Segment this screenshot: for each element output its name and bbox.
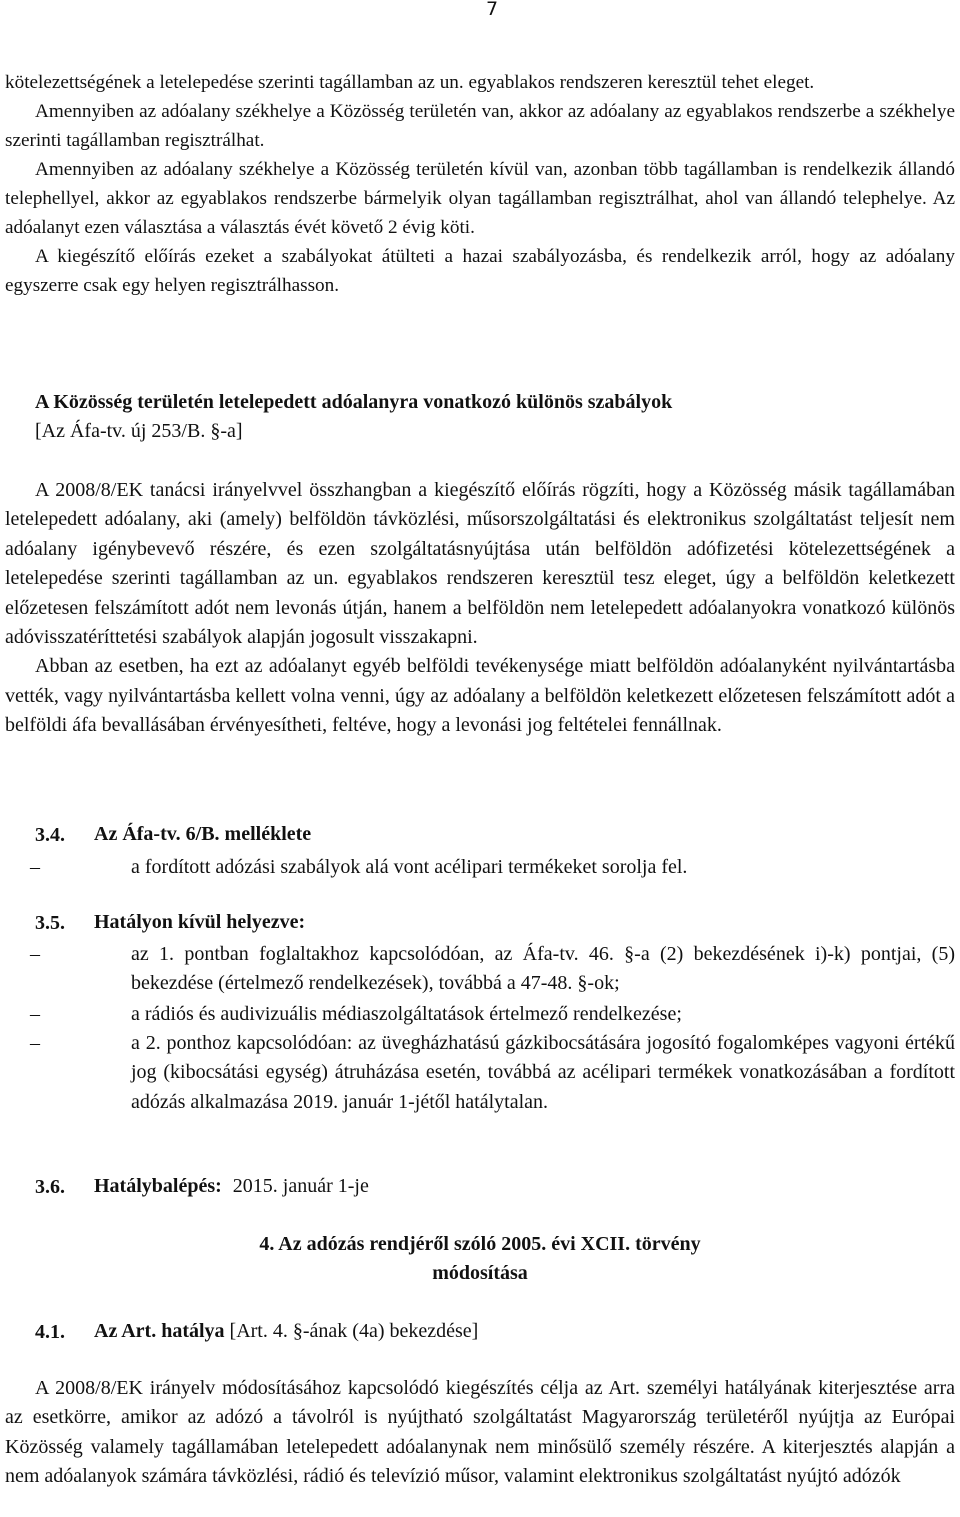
section-heading [5,388,955,447]
intro-text-block [5,68,955,300]
list-item-text: a fordított adózási szabályok alá vont acélipari termékeket sorolja fel. [131,856,688,878]
chapter-heading-line: 4. Az adózás rendjéről szóló 2005. évi XCII. törvény [259,1233,701,1255]
section-reference-4-1: [Art. 4. §-ának (4a) bekezdése] [229,1320,479,1342]
section-number-3-5: 3.5. [35,912,65,934]
list-item [30,853,955,883]
paragraph: Abban az esetben, ha ezt az adóalanyt egyéb belföldi tevékenysége miatt belföldön adóalanyként nyilvántartásba vették, vagy nyilvántartásba kellett volna venni, úgy az adóalany a belföldön keletkezett előzetesen felszámított adót a belföldi áfa bevallásában érvényesítheti, feltéve, hogy a levonási jog feltételei fennállnak. [5,655,955,737]
section-number-3-6: 3.6. [35,1176,65,1198]
paragraph: A 2008/8/EK tanácsi irányelvvel összhangban a kiegészítő előírás rögzíti, hogy a Közösség másik tagállamában letelepedett adóalany, aki (amely) belföldön távközlési, műsorszolgáltatási és elektronikus szolgáltatást teljesít nem adóalany igénybevevő részére, és ezen szolgáltatásnyújtása után belföldön adófizetési kötelezettségének a letelepedése szerinti tagállamban az un. egyablakos rendszeren keresztül tesz eleget, úgy a belföldön keletkezett előzetesen felszámított adót nem levonás útján, hanem a belföldön nem letelepedett adóalanyokra vonatkozó különös adóvisszatéríttetési szabályok alapján jogosult visszakapni. [5,479,955,649]
chapter-heading-4 [5,1230,955,1289]
paragraph: A kiegészítő előírás ezeket a szabályokat átülteti a hazai szabályozásba, és rendelkezik arról, hogy az adóalany egyszerre csak egy helyen regisztrálhasson. [5,246,955,296]
dash-bullet: – [30,1003,40,1025]
dash-bullet: – [30,943,40,965]
list-item [30,940,955,1000]
section-title-4-1 [94,1317,478,1346]
section-title-3-4: Az Áfa-tv. 6/B. melléklete [94,823,312,845]
list-item-text: a 2. ponthoz kapcsolódóan: az üvegházhatású gázkibocsátására jogosító fogalomképes vagyoni értékű jog (kibocsátási egység) átruházása esetén, továbbá az acélipari termékek vonatkozásában a fordított adózás alkalmazása 2019. január 1-jétől hatálytalan. [131,1032,955,1113]
list-item [30,1000,955,1030]
list-item-text: az 1. pontban foglaltakhoz kapcsolódóan, az Áfa-tv. 46. §-a (2) bekezdésének i)-k) pontjai, (5) bekezdése (értelmező rendelkezések), továbbá a 47-48. §-ok; [131,943,955,995]
section-title-3-6 [94,1172,369,1201]
dash-bullet: – [30,856,40,878]
page-number: 7 [486,0,499,20]
art-text-block [5,1374,955,1492]
list-item [30,1029,955,1149]
effective-date: 2015. január 1-je [232,1175,369,1197]
section-heading-title: A Közösség területén letelepedett adóalanyra vonatkozó különös szabályok [35,391,673,413]
chapter-heading-line: módosítása [432,1262,528,1285]
section-title-4-1-label: Az Art. hatálya [94,1320,225,1342]
dash-bullet: – [30,1032,40,1054]
body-text-block [5,476,955,741]
paragraph: kötelezettségének a letelepedése szerinti tagállamban az un. egyablakos rendszeren keresztül tehet eleget. [5,72,815,93]
section-title-3-5: Hatályon kívül helyezve: [94,911,306,933]
list-item-text: a rádiós és audivizuális médiaszolgáltatások értelmező rendelkezése; [131,1003,682,1025]
section-number-4-1: 4.1. [35,1321,65,1343]
section-number-3-4: 3.4. [35,824,65,846]
section-title-3-6-label: Hatálybalépés: [94,1175,222,1197]
paragraph: Amennyiben az adóalany székhelye a Közösség területén van, akkor az adóalany az egyablakos rendszerbe a székhelye szerinti tagállamban regisztrálhat. [5,101,955,151]
paragraph: Amennyiben az adóalany székhelye a Közösség területén kívül van, azonban több tagállamban is rendelkezik állandó telephellyel, akkor az egyablakos rendszerbe bármelyik olyan tagállamban regisztrálhat, ahol van állandó telephelye. Az adóalanyt ezen választása a választás évét követő 2 évig köti. [5,159,955,238]
section-heading-reference: [Az Áfa-tv. új 253/B. §-a] [35,420,243,443]
paragraph: A 2008/8/EK irányelv módosításához kapcsolódó kiegészítés célja az Art. személyi hatályának kiterjesztése arra az esetkörre, amikor az adózó a távolról is nyújtható szolgáltatást Magyarország területéről nyújtja az Európai Közösség valamely tagállamában letelepedett adóalanynak nem minősülő személy részére. A kiterjesztés alapján a nem adóalanyok számára távközlési, rádió és televízió műsor, valamint elektronikus szolgáltatást nyújtó adózók [5,1377,955,1488]
